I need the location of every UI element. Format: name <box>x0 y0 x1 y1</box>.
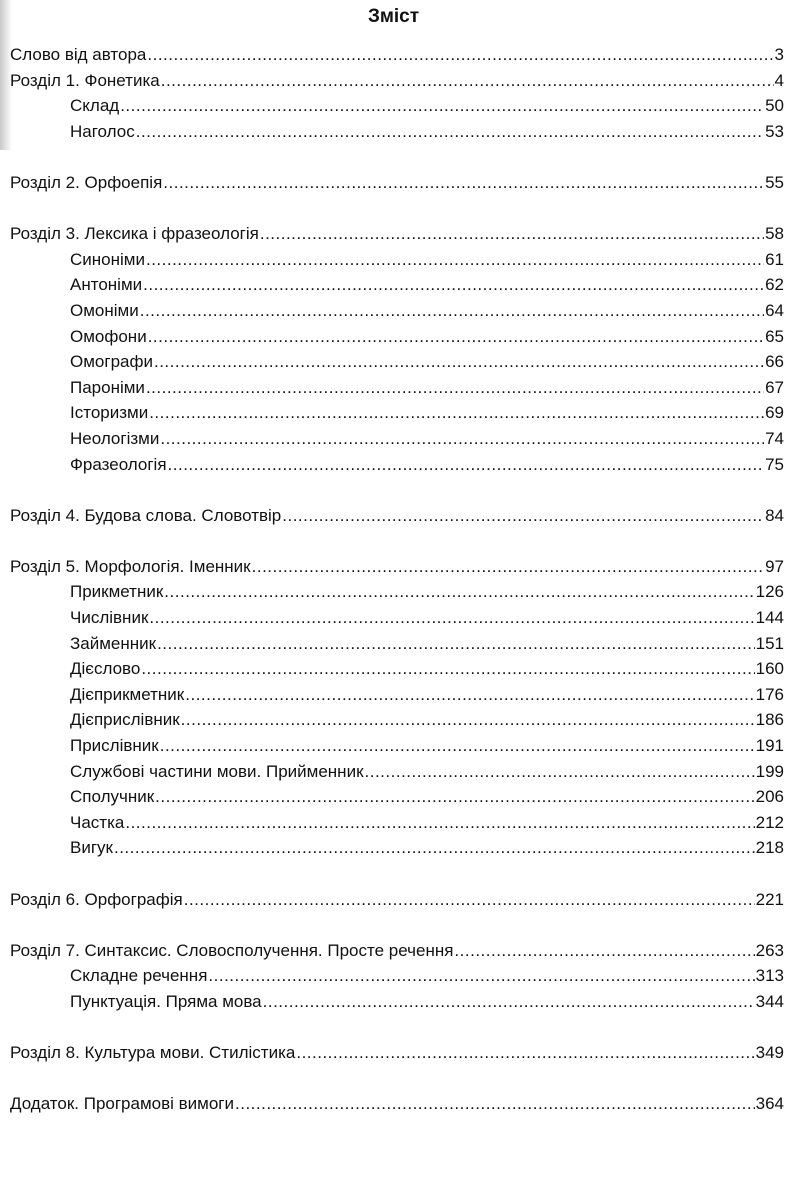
toc-page-number: 97 <box>765 556 784 576</box>
toc-subentry[interactable] <box>10 605 784 631</box>
toc-subentry[interactable] <box>10 835 784 861</box>
toc-entry[interactable] <box>10 554 784 580</box>
dot-leader <box>140 298 764 324</box>
dot-leader <box>296 1040 754 1066</box>
toc-entry-label: Фразеологія <box>70 454 167 474</box>
section-spacer <box>10 1066 784 1092</box>
toc-subentry[interactable] <box>10 579 784 605</box>
toc-subentry[interactable] <box>10 93 784 119</box>
dot-leader <box>148 324 764 350</box>
toc-subentry[interactable] <box>10 784 784 810</box>
dot-leader <box>260 221 764 247</box>
dot-leader <box>114 835 755 861</box>
toc-entry-label: Розділ 7. Синтаксис. Словосполучення. Просте речення <box>10 940 454 960</box>
dot-leader <box>168 452 765 478</box>
dot-leader <box>157 631 755 657</box>
dot-leader <box>282 503 764 529</box>
toc-page-number: 62 <box>765 275 784 295</box>
toc-page-number: 160 <box>755 659 784 679</box>
toc-entry[interactable] <box>10 1040 784 1066</box>
toc-entry-label: Вигук <box>70 838 113 858</box>
toc-subentry[interactable] <box>10 707 784 733</box>
toc-subentry[interactable] <box>10 119 784 145</box>
section-spacer <box>10 144 784 170</box>
dot-leader <box>181 707 755 733</box>
toc-subentry[interactable] <box>10 452 784 478</box>
toc-entry[interactable] <box>10 938 784 964</box>
toc-page-number: 55 <box>765 172 784 192</box>
page-title: Зміст <box>367 6 420 27</box>
toc-page-number: 61 <box>765 249 784 269</box>
dot-leader <box>149 605 754 631</box>
toc-subentry[interactable] <box>10 375 784 401</box>
toc-page-number: 53 <box>765 121 784 141</box>
toc-page-number: 344 <box>755 991 784 1011</box>
toc-page-number: 58 <box>765 224 784 244</box>
toc-page-number: 75 <box>765 454 784 474</box>
toc-page-number: 199 <box>755 761 784 781</box>
toc-entry-label: Дієприкметник <box>70 684 185 704</box>
toc-entry-label: Розділ 1. Фонетика <box>10 70 160 90</box>
toc-subentry[interactable] <box>10 324 784 350</box>
toc-subentry[interactable] <box>10 733 784 759</box>
toc-subentry[interactable] <box>10 989 784 1015</box>
toc-entry-label: Склад <box>70 96 120 116</box>
toc-subentry[interactable] <box>10 400 784 426</box>
toc-entry[interactable] <box>10 221 784 247</box>
toc-entry-label: Омографи <box>70 352 153 372</box>
toc-subentry[interactable] <box>10 810 784 836</box>
dot-leader <box>263 989 755 1015</box>
toc-page-number: 364 <box>755 1094 784 1114</box>
toc-subentry[interactable] <box>10 247 784 273</box>
toc-subentry[interactable] <box>10 272 784 298</box>
toc-entry[interactable] <box>10 68 784 94</box>
toc-entry-label: Частка <box>70 812 125 832</box>
toc-entry-label: Розділ 2. Орфоепія <box>10 172 163 192</box>
dot-leader <box>164 579 754 605</box>
toc-entry-label: Додаток. Програмові вимоги <box>10 1094 234 1114</box>
toc-page-number: 191 <box>755 736 784 756</box>
toc-entry-label: Антоніми <box>70 275 143 295</box>
toc-subentry[interactable] <box>10 759 784 785</box>
dot-leader <box>141 656 754 682</box>
section-spacer <box>10 1015 784 1041</box>
section-spacer <box>10 528 784 554</box>
toc-entry[interactable] <box>10 1091 784 1117</box>
toc-page-number: 64 <box>765 300 784 320</box>
toc-page-number: 67 <box>765 377 784 397</box>
toc-page-number: 206 <box>755 787 784 807</box>
dot-leader <box>184 887 755 913</box>
toc-subentry[interactable] <box>10 426 784 452</box>
toc-entry-label: Слово від автора <box>10 45 147 64</box>
toc-subentry[interactable] <box>10 631 784 657</box>
toc-entry-label: Дієслово <box>70 659 141 679</box>
dot-leader <box>136 119 764 145</box>
toc-entry-label: Службові частини мови. Прийменник <box>70 761 364 781</box>
dot-leader <box>120 93 764 119</box>
toc-entry[interactable] <box>10 503 784 529</box>
toc-page-number: 74 <box>765 428 784 448</box>
toc-entry-label: Синоніми <box>70 249 145 269</box>
dot-leader <box>235 1091 755 1117</box>
section-spacer <box>10 196 784 222</box>
toc-page-number: 66 <box>765 352 784 372</box>
toc-entry-label: Пароніми <box>70 377 145 397</box>
toc-subentry[interactable] <box>10 656 784 682</box>
section-spacer <box>10 861 784 887</box>
dot-leader <box>146 375 764 401</box>
toc-entry[interactable] <box>10 42 784 68</box>
dot-leader <box>161 68 774 94</box>
toc-page-number: 176 <box>755 684 784 704</box>
toc-entry-label: Прислівник <box>70 736 159 756</box>
toc-entry-label: Омоніми <box>70 300 139 320</box>
dot-leader <box>154 349 764 375</box>
dot-leader <box>454 938 754 964</box>
table-of-contents <box>10 42 784 1117</box>
dot-leader <box>252 554 764 580</box>
dot-leader <box>146 247 764 273</box>
toc-page-number: 349 <box>755 1043 784 1063</box>
toc-page-number: 69 <box>765 403 784 423</box>
toc-entry-label: Числівник <box>70 608 149 628</box>
toc-entry-label: Розділ 4. Будова слова. Словотвір <box>10 505 282 525</box>
dot-leader <box>163 170 764 196</box>
toc-subentry[interactable] <box>10 682 784 708</box>
dot-leader <box>143 272 764 298</box>
toc-page-number: 263 <box>755 940 784 960</box>
toc-page-number: 151 <box>755 633 784 653</box>
toc-entry-label: Розділ 8. Культура мови. Стилістика <box>10 1043 296 1063</box>
toc-entry[interactable] <box>10 887 784 913</box>
toc-entry-label: Неологізми <box>70 428 160 448</box>
dot-leader <box>147 42 773 68</box>
toc-entry-label: Прикметник <box>70 582 164 602</box>
dot-leader <box>208 963 754 989</box>
dot-leader <box>160 733 755 759</box>
section-spacer <box>10 477 784 503</box>
toc-entry[interactable] <box>10 170 784 196</box>
toc-page-number: 186 <box>755 710 784 730</box>
dot-leader <box>185 682 754 708</box>
dot-leader <box>160 426 764 452</box>
toc-page-number: 3 <box>774 45 784 64</box>
toc-page-number: 221 <box>755 889 784 909</box>
toc-entry-label: Дієприслівник <box>70 710 180 730</box>
toc-entry-label: Сполучник <box>70 787 155 807</box>
toc-page-number: 313 <box>755 966 784 986</box>
toc-subentry[interactable] <box>10 349 784 375</box>
toc-entry-label: Розділ 5. Морфологія. Іменник <box>10 556 251 576</box>
toc-page-number: 50 <box>765 96 784 116</box>
toc-entry-label: Наголос <box>70 121 135 141</box>
toc-entry-label: Складне речення <box>70 966 208 986</box>
dot-leader <box>125 810 754 836</box>
toc-subentry[interactable] <box>10 963 784 989</box>
dot-leader <box>365 759 755 785</box>
toc-page-number: 212 <box>755 812 784 832</box>
toc-page-number: 65 <box>765 326 784 346</box>
toc-entry-label: Історизми <box>70 403 149 423</box>
toc-page-number: 144 <box>755 608 784 628</box>
toc-entry-label: Пунктуація. Пряма мова <box>70 991 262 1011</box>
toc-entry-label: Розділ 6. Орфографія <box>10 889 183 909</box>
section-spacer <box>10 912 784 938</box>
dot-leader <box>149 400 764 426</box>
toc-subentry[interactable] <box>10 298 784 324</box>
toc-page-number: 84 <box>765 505 784 525</box>
toc-entry-label: Розділ 3. Лексика і фразеологія <box>10 224 259 244</box>
toc-page-number: 126 <box>755 582 784 602</box>
toc-entry-label: Займенник <box>70 633 157 653</box>
toc-page-number: 218 <box>755 838 784 858</box>
dot-leader <box>155 784 754 810</box>
toc-entry-label: Омофони <box>70 326 147 346</box>
toc-page-number: 4 <box>774 70 784 90</box>
